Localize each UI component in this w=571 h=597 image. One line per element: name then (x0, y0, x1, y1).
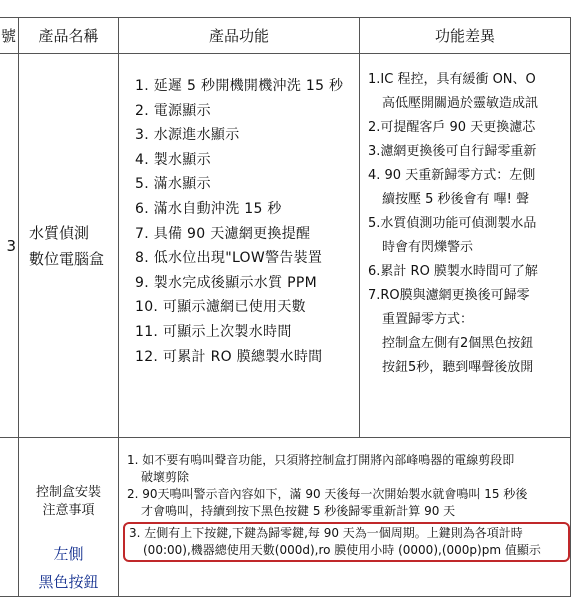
product-row (0, 54, 571, 438)
function-item: 12. 可累計 RO 膜總製水時間 (135, 348, 323, 365)
header-row (0, 18, 571, 54)
product-name-cell (19, 54, 119, 438)
difference-item: 3.濾網更換後可自行歸零重新 (368, 144, 537, 159)
difference-item: 1.IC 程控，具有緩衝 ON、O (368, 72, 536, 87)
function-item: 6. 滿水自動沖洗 15 秒 (135, 200, 282, 217)
difference-item: 高低壓開關過於靈敏造成訊 (382, 96, 539, 111)
notes-title-line-2: 注意事項 (42, 503, 95, 518)
difference-item: 重置歸零方式： (382, 312, 474, 327)
highlighted-note-line-2: (00:00),機器總使用天數(000d),ro 膜使用小時 (0000),(000p)pm 值顯示 (143, 543, 541, 557)
difference-item: 續按壓 5 秒後會有 嗶! 聲 (382, 192, 530, 207)
difference-item: 按鈕5秒，聽到嗶聲後放開 (382, 360, 534, 375)
function-item: 1. 延遲 5 秒開機開機沖洗 15 秒 (135, 78, 344, 94)
highlighted-note-line-1: 3. 左側有上下按鍵,下鍵為歸零鍵,每 90 天為一個周期。上鍵則為各項計時 (129, 526, 523, 540)
difference-item: 2.可提醒客戶 90 天更換濾芯 (368, 120, 536, 135)
function-cell (119, 54, 360, 438)
black-button-label-line-1: 左側 (53, 545, 84, 563)
note-line: 破壞剪除 (141, 470, 190, 484)
header-code: 號 (0, 18, 19, 54)
product-table (0, 17, 571, 597)
difference-cell (360, 54, 571, 438)
function-list (119, 54, 359, 369)
function-item: 11. 可顯示上次製水時間 (135, 323, 292, 340)
note-line: 2. 90天鳴叫警示音內容如下，滿 90 天後每一次開始製水就會鳴叫 15 秒後 (127, 487, 528, 501)
notes-title-line-1: 控制盒安裝 (35, 485, 101, 500)
function-item: 10. 可顯示濾網已使用天數 (135, 299, 306, 316)
function-item: 5. 滿水顯示 (135, 176, 211, 193)
black-button-label-line-2: 黑色按鈕 (38, 573, 99, 591)
header-product-function: 產品功能 (119, 18, 360, 54)
function-item: 8. 低水位出現"LOW警告裝置 (135, 250, 323, 267)
difference-item: 5.水質偵測功能可偵測製水品 (368, 216, 537, 231)
note-line: 才會鳴叫，持續到按下黑色按鍵 5 秒後歸零重新計算 90 天 (141, 504, 456, 518)
notes-row (0, 438, 571, 597)
header-function-difference: 功能差異 (360, 18, 571, 54)
function-item: 4. 製水顯示 (135, 151, 211, 168)
function-item: 2. 電源顯示 (135, 102, 211, 119)
function-item: 7. 具備 90 天濾網更換提醒 (135, 225, 311, 242)
notes-name-cell (19, 438, 119, 597)
product-name-line-2: 數位電腦盒 (29, 249, 105, 268)
highlighted-note-box (123, 522, 570, 562)
black-button-label (19, 540, 118, 596)
difference-item: 7.RO膜與濾網更換後可歸零 (368, 288, 530, 303)
difference-item: 4. 90 天重新歸零方式：左側 (368, 168, 536, 183)
product-name-line-1: 水質偵測 (29, 223, 90, 242)
notes-cell (119, 438, 571, 597)
notes-code-cell (0, 438, 19, 597)
header-product-name: 產品名稱 (19, 18, 119, 54)
difference-item: 控制盒左側有2個黑色按鈕 (382, 336, 534, 351)
difference-list (360, 54, 570, 380)
notes-list (119, 438, 570, 520)
difference-item: 時會有閃爍警示 (382, 240, 474, 255)
note-line: 1. 如不要有嗚叫聲音功能，只須將控制盒打開將內部峰鳴器的電線剪段即 (127, 453, 515, 467)
function-item: 9. 製水完成後顯示水質 PPM (135, 274, 318, 291)
product-code: 3 (0, 54, 19, 438)
function-item: 3. 水源進水顯示 (135, 127, 240, 144)
difference-item: 6.累計 RO 膜製水時間可了解 (368, 264, 538, 279)
